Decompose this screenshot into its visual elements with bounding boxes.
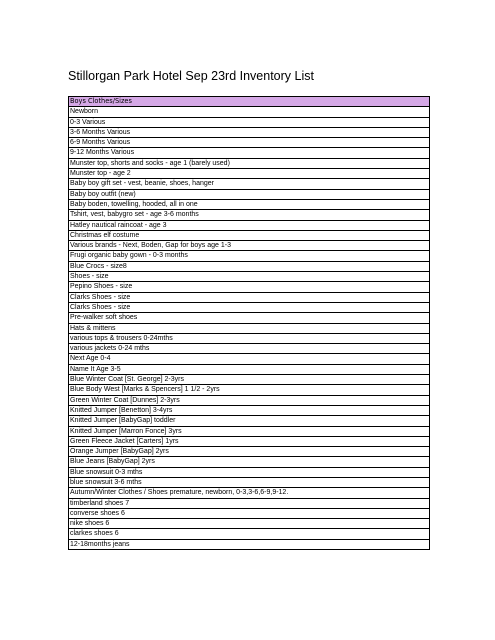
table-cell[interactable]: Knitted Jumper [Marron Fonce] 3yrs xyxy=(69,426,430,436)
table-row xyxy=(69,375,430,385)
table-row xyxy=(69,395,430,405)
table-row xyxy=(69,508,430,518)
table-row xyxy=(69,241,430,251)
table-row xyxy=(69,519,430,529)
table-row xyxy=(69,179,430,189)
table-cell[interactable]: Name It Age 3-5 xyxy=(69,364,430,374)
table-cell[interactable]: nike shoes 6 xyxy=(69,519,430,529)
table-row xyxy=(69,169,430,179)
table-row xyxy=(69,117,430,127)
table-row xyxy=(69,416,430,426)
table-row xyxy=(69,261,430,271)
table-cell[interactable]: Christmas elf costume xyxy=(69,230,430,240)
table-row xyxy=(69,127,430,137)
table-row xyxy=(69,107,430,117)
table-row xyxy=(69,467,430,477)
table-cell[interactable]: 3-6 Months Various xyxy=(69,127,430,137)
table-row xyxy=(69,354,430,364)
document-title: Stillorgan Park Hotel Sep 23rd Inventory List xyxy=(68,69,314,83)
table-cell[interactable]: Knitted Jumper [BabyGap] toddler xyxy=(69,416,430,426)
table-row xyxy=(69,323,430,333)
column-header[interactable]: Boys Clothes/Sizes xyxy=(69,97,430,107)
table-cell[interactable]: Pre-walker soft shoes xyxy=(69,313,430,323)
table-row xyxy=(69,251,430,261)
table-row xyxy=(69,405,430,415)
table-cell[interactable]: Shoes - size xyxy=(69,272,430,282)
table-cell[interactable]: Blue Winter Coat [St. George] 2-3yrs xyxy=(69,375,430,385)
table-row xyxy=(69,313,430,323)
table-cell[interactable]: Baby boy gift set - vest, beanie, shoes, hanger xyxy=(69,179,430,189)
table-cell[interactable]: Frugi organic baby gown - 0-3 months xyxy=(69,251,430,261)
table-row xyxy=(69,189,430,199)
table-cell[interactable]: Green Winter Coat [Dunnes] 2-3yrs xyxy=(69,395,430,405)
table-cell[interactable]: blue snowsuit 3-6 mths xyxy=(69,477,430,487)
table-header-row xyxy=(69,97,430,107)
table-row xyxy=(69,138,430,148)
table-cell[interactable]: various jackets 0-24 mths xyxy=(69,344,430,354)
table-cell[interactable]: 9-12 Months Various xyxy=(69,148,430,158)
table-row xyxy=(69,488,430,498)
table-row xyxy=(69,364,430,374)
table-cell[interactable]: Baby boden, towelling, hooded, all in one xyxy=(69,199,430,209)
table-cell[interactable]: converse shoes 6 xyxy=(69,508,430,518)
table-row xyxy=(69,436,430,446)
table-cell[interactable]: 12-18months jeans xyxy=(69,539,430,549)
table-cell[interactable]: clarkes shoes 6 xyxy=(69,529,430,539)
table-row xyxy=(69,158,430,168)
inventory-table xyxy=(68,96,430,550)
table-cell[interactable]: Baby boy outfit (new) xyxy=(69,189,430,199)
table-cell[interactable]: Pepino Shoes - size xyxy=(69,282,430,292)
table-cell[interactable]: Various brands - Next, Boden, Gap for boys age 1-3 xyxy=(69,241,430,251)
table-row xyxy=(69,292,430,302)
table-cell[interactable]: Knitted Jumper [Benetton] 3-4yrs xyxy=(69,405,430,415)
table-cell[interactable]: Green Fleece Jacket [Carters] 1yrs xyxy=(69,436,430,446)
table-cell[interactable]: Newborn xyxy=(69,107,430,117)
table-cell[interactable]: timberland shoes 7 xyxy=(69,498,430,508)
table-row xyxy=(69,477,430,487)
table-row xyxy=(69,272,430,282)
table-row xyxy=(69,302,430,312)
table-row xyxy=(69,230,430,240)
table-row xyxy=(69,539,430,549)
table-cell[interactable]: Hatley nautical raincoat - age 3 xyxy=(69,220,430,230)
table-cell[interactable]: Blue Crocs - size8 xyxy=(69,261,430,271)
table-row xyxy=(69,199,430,209)
table-cell[interactable]: Munster top - age 2 xyxy=(69,169,430,179)
table-row xyxy=(69,148,430,158)
table-cell[interactable]: Blue Jeans [BabyGap] 2yrs xyxy=(69,457,430,467)
table-cell[interactable]: Clarks Shoes - size xyxy=(69,292,430,302)
table-row xyxy=(69,210,430,220)
table-cell[interactable]: Next Age 0-4 xyxy=(69,354,430,364)
table-cell[interactable]: 0-3 Various xyxy=(69,117,430,127)
table-row xyxy=(69,385,430,395)
table-row xyxy=(69,333,430,343)
table-row xyxy=(69,344,430,354)
table-row xyxy=(69,282,430,292)
table-cell[interactable]: 6-9 Months Various xyxy=(69,138,430,148)
table-row xyxy=(69,529,430,539)
table-cell[interactable]: Clarks Shoes - size xyxy=(69,302,430,312)
table-cell[interactable]: Blue Body West [Marks & Spencers] 1 1/2 - 2yrs xyxy=(69,385,430,395)
table-cell[interactable]: Autumn/Winter Clothes / Shoes premature, newborn, 0-3,3-6,6-9,9-12. xyxy=(69,488,430,498)
table-row xyxy=(69,447,430,457)
table-row xyxy=(69,426,430,436)
table-row xyxy=(69,498,430,508)
table-cell[interactable]: various tops & trousers 0-24mths xyxy=(69,333,430,343)
table-cell[interactable]: Hats & mittens xyxy=(69,323,430,333)
table-row xyxy=(69,220,430,230)
table-cell[interactable]: Blue snowsuit 0-3 mths xyxy=(69,467,430,477)
table-cell[interactable]: Tshirt, vest, babygro set - age 3-6 months xyxy=(69,210,430,220)
table-row xyxy=(69,457,430,467)
table-cell[interactable]: Munster top, shorts and socks - age 1 (barely used) xyxy=(69,158,430,168)
table-cell[interactable]: Orange Jumper [BabyGap] 2yrs xyxy=(69,447,430,457)
